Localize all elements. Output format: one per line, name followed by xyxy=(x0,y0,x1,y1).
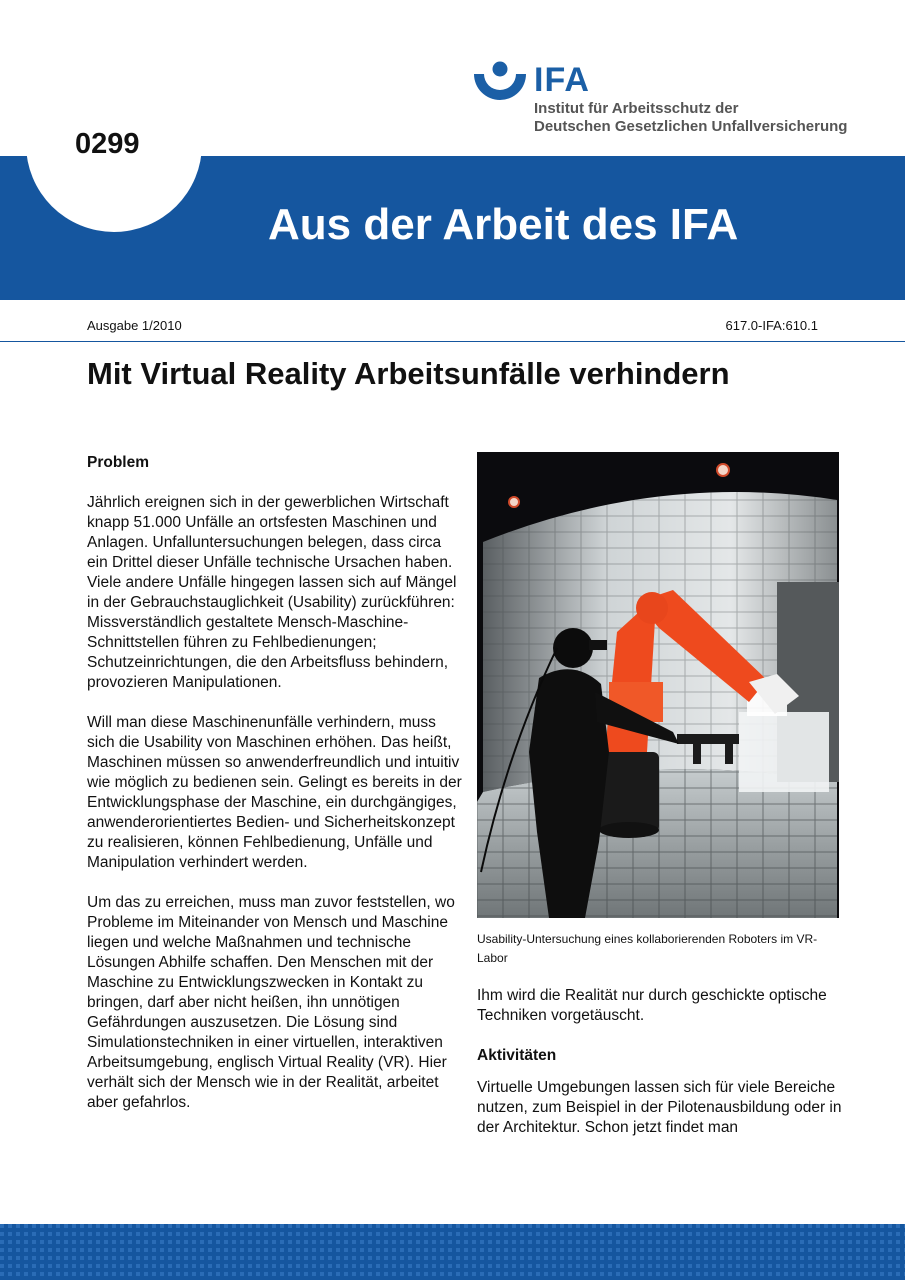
section-heading-aktivitaeten: Aktivitäten xyxy=(477,1047,557,1064)
logo-wordmark: IFA xyxy=(534,61,590,99)
ifa-logo-icon xyxy=(472,60,528,100)
section-heading-problem: Problem xyxy=(87,454,150,471)
reference-number: 617.0-IFA:610.1 xyxy=(725,318,818,333)
footer-band xyxy=(0,1224,905,1280)
right-intro-paragraph: Ihm wird die Realität nur durch geschickte optische Techniken vorgetäuscht. xyxy=(477,987,827,1024)
paragraph-2: Will man diese Maschinenunfälle verhindern, muss sich die Usability von Maschinen erhöhen. Das heißt, Maschinen müssen so anwenderfreundlich und intuitiv wie möglich zu bedienen sein. Gelingt es bereits in der Entwicklungsphase der Maschine, ein durchgängiges, anwenderorientiertes Bedien- und Sicherheitskonzept zu realisieren, können Fehlbedienung, Unfälle und Manipulation verhindert werden. xyxy=(87,714,462,871)
footer-pattern xyxy=(0,1224,905,1280)
right-column xyxy=(477,986,847,1158)
institute-name-line2: Deutschen Gesetzlichen Unfallversicherung xyxy=(534,118,848,135)
ifa-logo xyxy=(472,58,872,138)
paragraph-1: Jährlich ereignen sich in der gewerblichen Wirtschaft knapp 51.000 Unfälle an ortsfesten Maschinen und Anlagen. Unfalluntersuchungen belegen, dass circa ein Drittel dieser Unfälle technische Ursachen haben. Viele andere Unfälle hingegen lassen sich auf Mängel in der Gebrauchstauglichkeit (Usability) zurückführen: Missverständlich gestaltete Mensch-Maschine-Schnittstellen führen zu Fehlbedienungen; Schutzeinrichtungen, die den Arbeitsfluss behindern, provozieren Manipulationen. xyxy=(87,494,457,691)
edition-label: Ausgabe 1/2010 xyxy=(87,318,182,333)
issue-number: 0299 xyxy=(75,128,140,160)
header-divider xyxy=(0,341,905,342)
photo-caption: Usability-Untersuchung eines kollaborierenden Roboters im VR-Labor xyxy=(477,932,818,965)
vr-lab-photo xyxy=(477,452,839,918)
left-column xyxy=(87,453,462,1133)
band-title: Aus der Arbeit des IFA xyxy=(268,200,739,249)
right-paragraph: Virtuelle Umgebungen lassen sich für viele Bereiche nutzen, zum Beispiel in der Pilotenausbildung oder in der Architektur. Schon jetzt findet man xyxy=(477,1079,842,1136)
institute-name-line1: Institut für Arbeitsschutz der xyxy=(534,100,739,117)
paragraph-3: Um das zu erreichen, muss man zuvor feststellen, wo Probleme im Miteinander von Mensch und Maschine liegen und welche Maßnahmen und technische Lösungen Abhilfe schaffen. Den Menschen mit der Maschine zu Entwicklungszwecken in Kontakt zu bringen, darf aber nicht heißen, ihn unnötigen Gefährdungen auszusetzen. Die Lösung sind Simulationstechniken in einer virtuellen, interaktiven Arbeitsumgebung, englisch Virtual Reality (VR). Hier verhält sich der Mensch wie in der Realität, arbeitet aber gefahrlos. xyxy=(87,894,455,1111)
page-title: Mit Virtual Reality Arbeitsunfälle verhindern xyxy=(87,356,730,391)
vr-lab-illustration xyxy=(477,452,839,918)
